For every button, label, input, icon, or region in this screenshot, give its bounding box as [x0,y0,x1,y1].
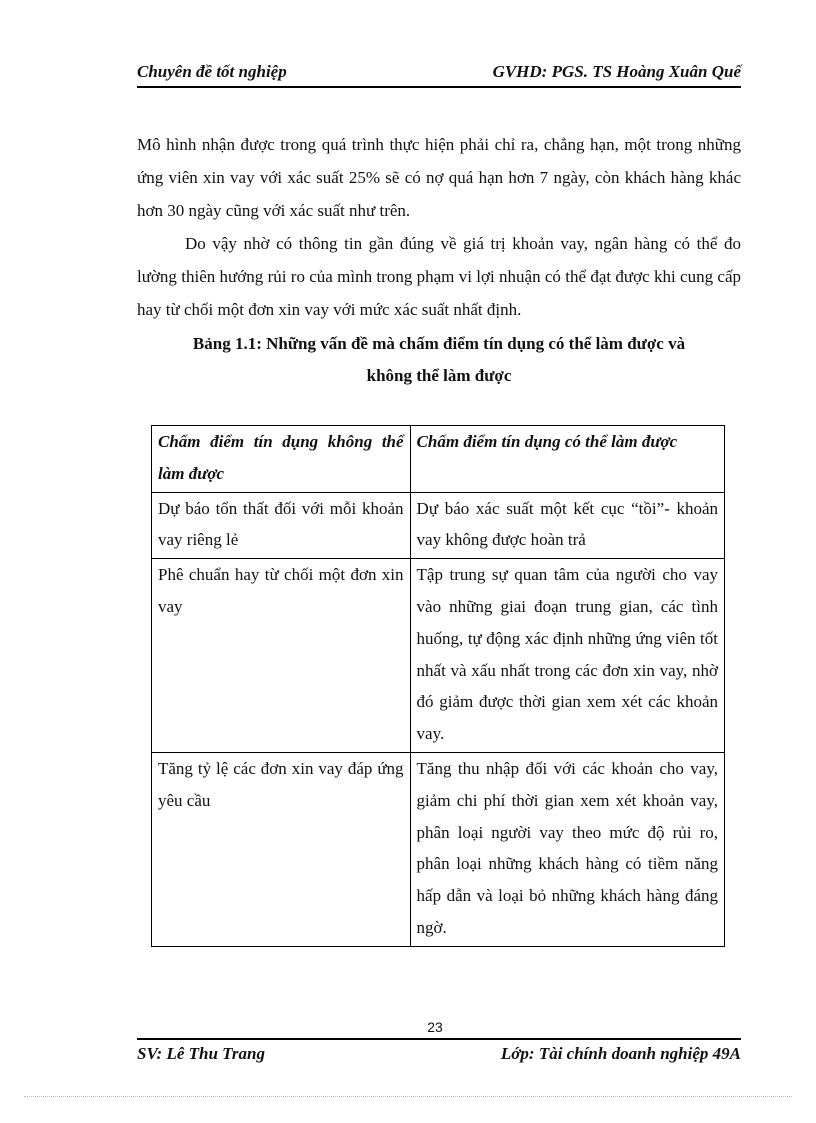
footer-class: Lớp: Tài chính doanh nghiệp 49A [500,1044,741,1063]
header-supervisor: GVHD: PGS. TS Hoàng Xuân Quế [492,62,741,81]
table-caption-line-1: Bảng 1.1: Những vấn đề mà chấm điểm tín dụng có thể làm được và [192,334,686,353]
page-number: 23 [427,1019,443,1035]
table-row [152,492,725,559]
table-cell: Tăng tỷ lệ các đơn xin vay đáp ứng yêu cầu [152,752,411,946]
table-row [152,752,725,946]
table-header-row [152,426,725,493]
header-document-type: Chuyên đề tốt nghiệp [137,62,287,81]
table-cell: Tăng thu nhập đối với các khoản cho vay, giảm chi phí thời gian xem xét khoản vay, phân loại người vay theo mức độ rủi ro, phân loại những khách hàng có tiềm năng hấp dẫn và loại bỏ những khách hàng đáng ngờ. [410,752,724,946]
page-bottom-divider [24,1096,792,1097]
credit-scoring-table [151,425,725,947]
table-cell: Tập trung sự quan tâm của người cho vay vào những giai đoạn trung gian, các tình huống, tự động xác định những ứng viên tốt nhất và xấu nhất trong các đơn xin vay, nhờ đó giảm được thời gian xem xét các khoản vay. [410,559,724,753]
body-paragraph-2: Do vậy nhờ có thông tin gần đúng về giá trị khoản vay, ngân hàng có thể đo lường thiên hướng rủi ro của mình trong phạm vi lợi nhuận có thể đạt được khi cung cấp hay từ chối một đơn xin vay với mức xác suất nhất định. [137,234,741,319]
table-cell: Dự báo tổn thất đối với mỗi khoản vay riêng lẻ [152,492,411,559]
table-row [152,559,725,753]
header-can-do: Chấm điểm tín dụng có thể làm được [410,426,724,493]
table-cell: Phê chuẩn hay từ chối một đơn xin vay [152,559,411,753]
table-cell: Dự báo xác suất một kết cục “tồi”- khoản vay không được hoàn trả [410,492,724,559]
table-caption [137,328,741,392]
body-paragraph-1: Mô hình nhận được trong quá trình thực hiện phải chỉ ra, chẳng hạn, một trong những ứng viên xin vay với xác suất 25% sẽ có nợ quá hạn hơn 7 ngày, còn khách hàng khác hơn 30 ngày cũng với xác suất như trên. [137,135,741,220]
page-footer [137,1038,741,1070]
table-caption-line-2: không thể làm được [366,366,512,385]
header-cannot-do: Chấm điểm tín dụng không thể làm được [152,426,411,493]
footer-student: SV: Lê Thu Trang [137,1044,265,1063]
page-header [137,60,741,88]
